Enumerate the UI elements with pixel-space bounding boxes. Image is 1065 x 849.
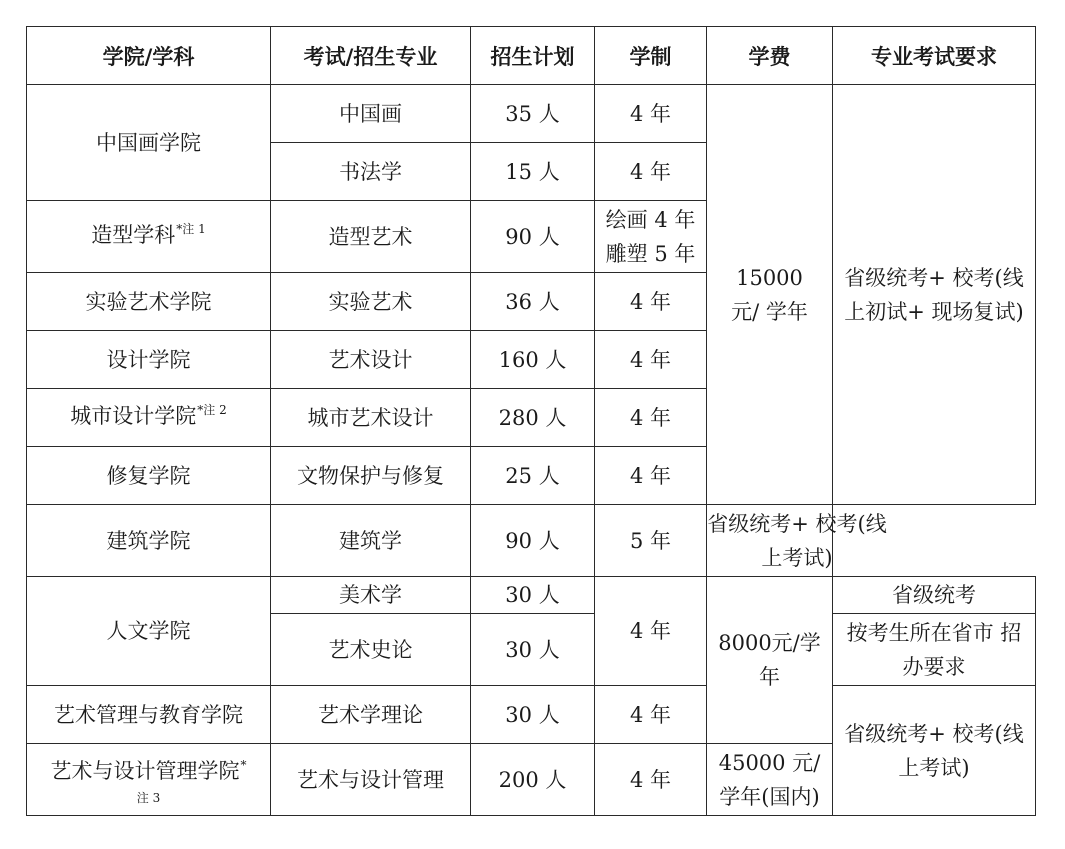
years-cell: 4 年 (595, 331, 707, 389)
college-cell (27, 744, 271, 816)
years-cell: 4 年 (595, 389, 707, 447)
plan-cell: 30 人 (471, 614, 595, 686)
years-painting: 绘画 4 年 (605, 207, 696, 232)
college-name: 城市设计学院 (70, 404, 197, 428)
major-cell: 艺术学理论 (271, 686, 471, 744)
college-name: 艺术与设计管理学院 (50, 759, 240, 783)
fee-cell-8000 (707, 577, 833, 744)
plan-cell: 36 人 (471, 273, 595, 331)
major-cell: 艺术设计 (271, 331, 471, 389)
major-cell: 中国画 (271, 85, 471, 143)
table-row (27, 505, 1036, 577)
years-cell: 4 年 (595, 577, 707, 686)
years-cell: 4 年 (595, 143, 707, 201)
requirement-cell (707, 505, 887, 577)
plan-cell: 200 人 (471, 744, 595, 816)
fee-text: 15000 元/ 学年 (731, 265, 808, 324)
college-cell: 设计学院 (27, 331, 271, 389)
header-fee: 学费 (707, 27, 833, 85)
requirement-text: 省级统考+ 校考(线上考试) (707, 511, 887, 570)
years-cell: 4 年 (595, 744, 707, 816)
fee-text: 45000 元/ 学年(国内) (718, 750, 821, 809)
college-cell: 修复学院 (27, 447, 271, 505)
plan-cell: 30 人 (471, 686, 595, 744)
major-cell: 艺术史论 (271, 614, 471, 686)
years-cell: 5 年 (595, 505, 707, 577)
requirement-text: 省级统考+ 校考(线上初试+ 现场复试) (844, 265, 1024, 324)
years-cell (595, 201, 707, 273)
college-cell: 建筑学院 (27, 505, 271, 577)
requirement-text: 省级统考+ 校考(线上考试) (844, 721, 1024, 780)
years-cell: 4 年 (595, 273, 707, 331)
plan-cell: 15 人 (471, 143, 595, 201)
years-cell: 4 年 (595, 686, 707, 744)
college-cell (27, 389, 271, 447)
major-cell: 书法学 (271, 143, 471, 201)
header-years: 学制 (595, 27, 707, 85)
footnote-mark: 注 3 (136, 791, 161, 805)
college-cell: 中国画学院 (27, 85, 271, 201)
table-row (27, 686, 1036, 744)
major-cell: 艺术与设计管理 (271, 744, 471, 816)
plan-cell: 160 人 (471, 331, 595, 389)
college-cell (27, 201, 271, 273)
major-cell: 实验艺术 (271, 273, 471, 331)
table-row (27, 85, 1036, 143)
plan-cell: 280 人 (471, 389, 595, 447)
major-cell: 建筑学 (271, 505, 471, 577)
header-row (27, 27, 1036, 85)
college-cell: 人文学院 (27, 577, 271, 686)
plan-cell: 25 人 (471, 447, 595, 505)
major-cell: 美术学 (271, 577, 471, 614)
footnote-mark: * (240, 758, 247, 772)
requirement-cell-main (833, 85, 1036, 505)
header-requirement: 专业考试要求 (833, 27, 1036, 85)
major-cell: 文物保护与修复 (271, 447, 471, 505)
years-cell: 4 年 (595, 447, 707, 505)
requirement-cell (833, 614, 1036, 686)
table-row (27, 577, 1036, 614)
plan-cell: 90 人 (471, 201, 595, 273)
admissions-table (26, 26, 1036, 816)
college-cell: 艺术管理与教育学院 (27, 686, 271, 744)
requirement-text: 按考生所在省市 招办要求 (846, 620, 1022, 679)
requirement-cell (833, 686, 1036, 816)
header-plan: 招生计划 (471, 27, 595, 85)
plan-cell: 90 人 (471, 505, 595, 577)
requirement-cell: 省级统考 (833, 577, 1036, 614)
header-major: 考试/招生专业 (271, 27, 471, 85)
years-sculpture: 雕塑 5 年 (605, 241, 696, 266)
plan-cell: 35 人 (471, 85, 595, 143)
fee-cell-15000 (707, 85, 833, 505)
college-cell: 实验艺术学院 (27, 273, 271, 331)
major-cell: 造型艺术 (271, 201, 471, 273)
admissions-table-container (26, 26, 1035, 816)
years-cell: 4 年 (595, 85, 707, 143)
fee-cell-45000 (707, 744, 833, 816)
college-name: 造型学科 (91, 223, 176, 247)
fee-text: 8000元/学 年 (718, 631, 821, 689)
plan-cell: 30 人 (471, 577, 595, 614)
footnote-mark: *注 2 (197, 403, 227, 417)
header-college: 学院/学科 (27, 27, 271, 85)
major-cell: 城市艺术设计 (271, 389, 471, 447)
footnote-mark: *注 1 (176, 222, 206, 236)
